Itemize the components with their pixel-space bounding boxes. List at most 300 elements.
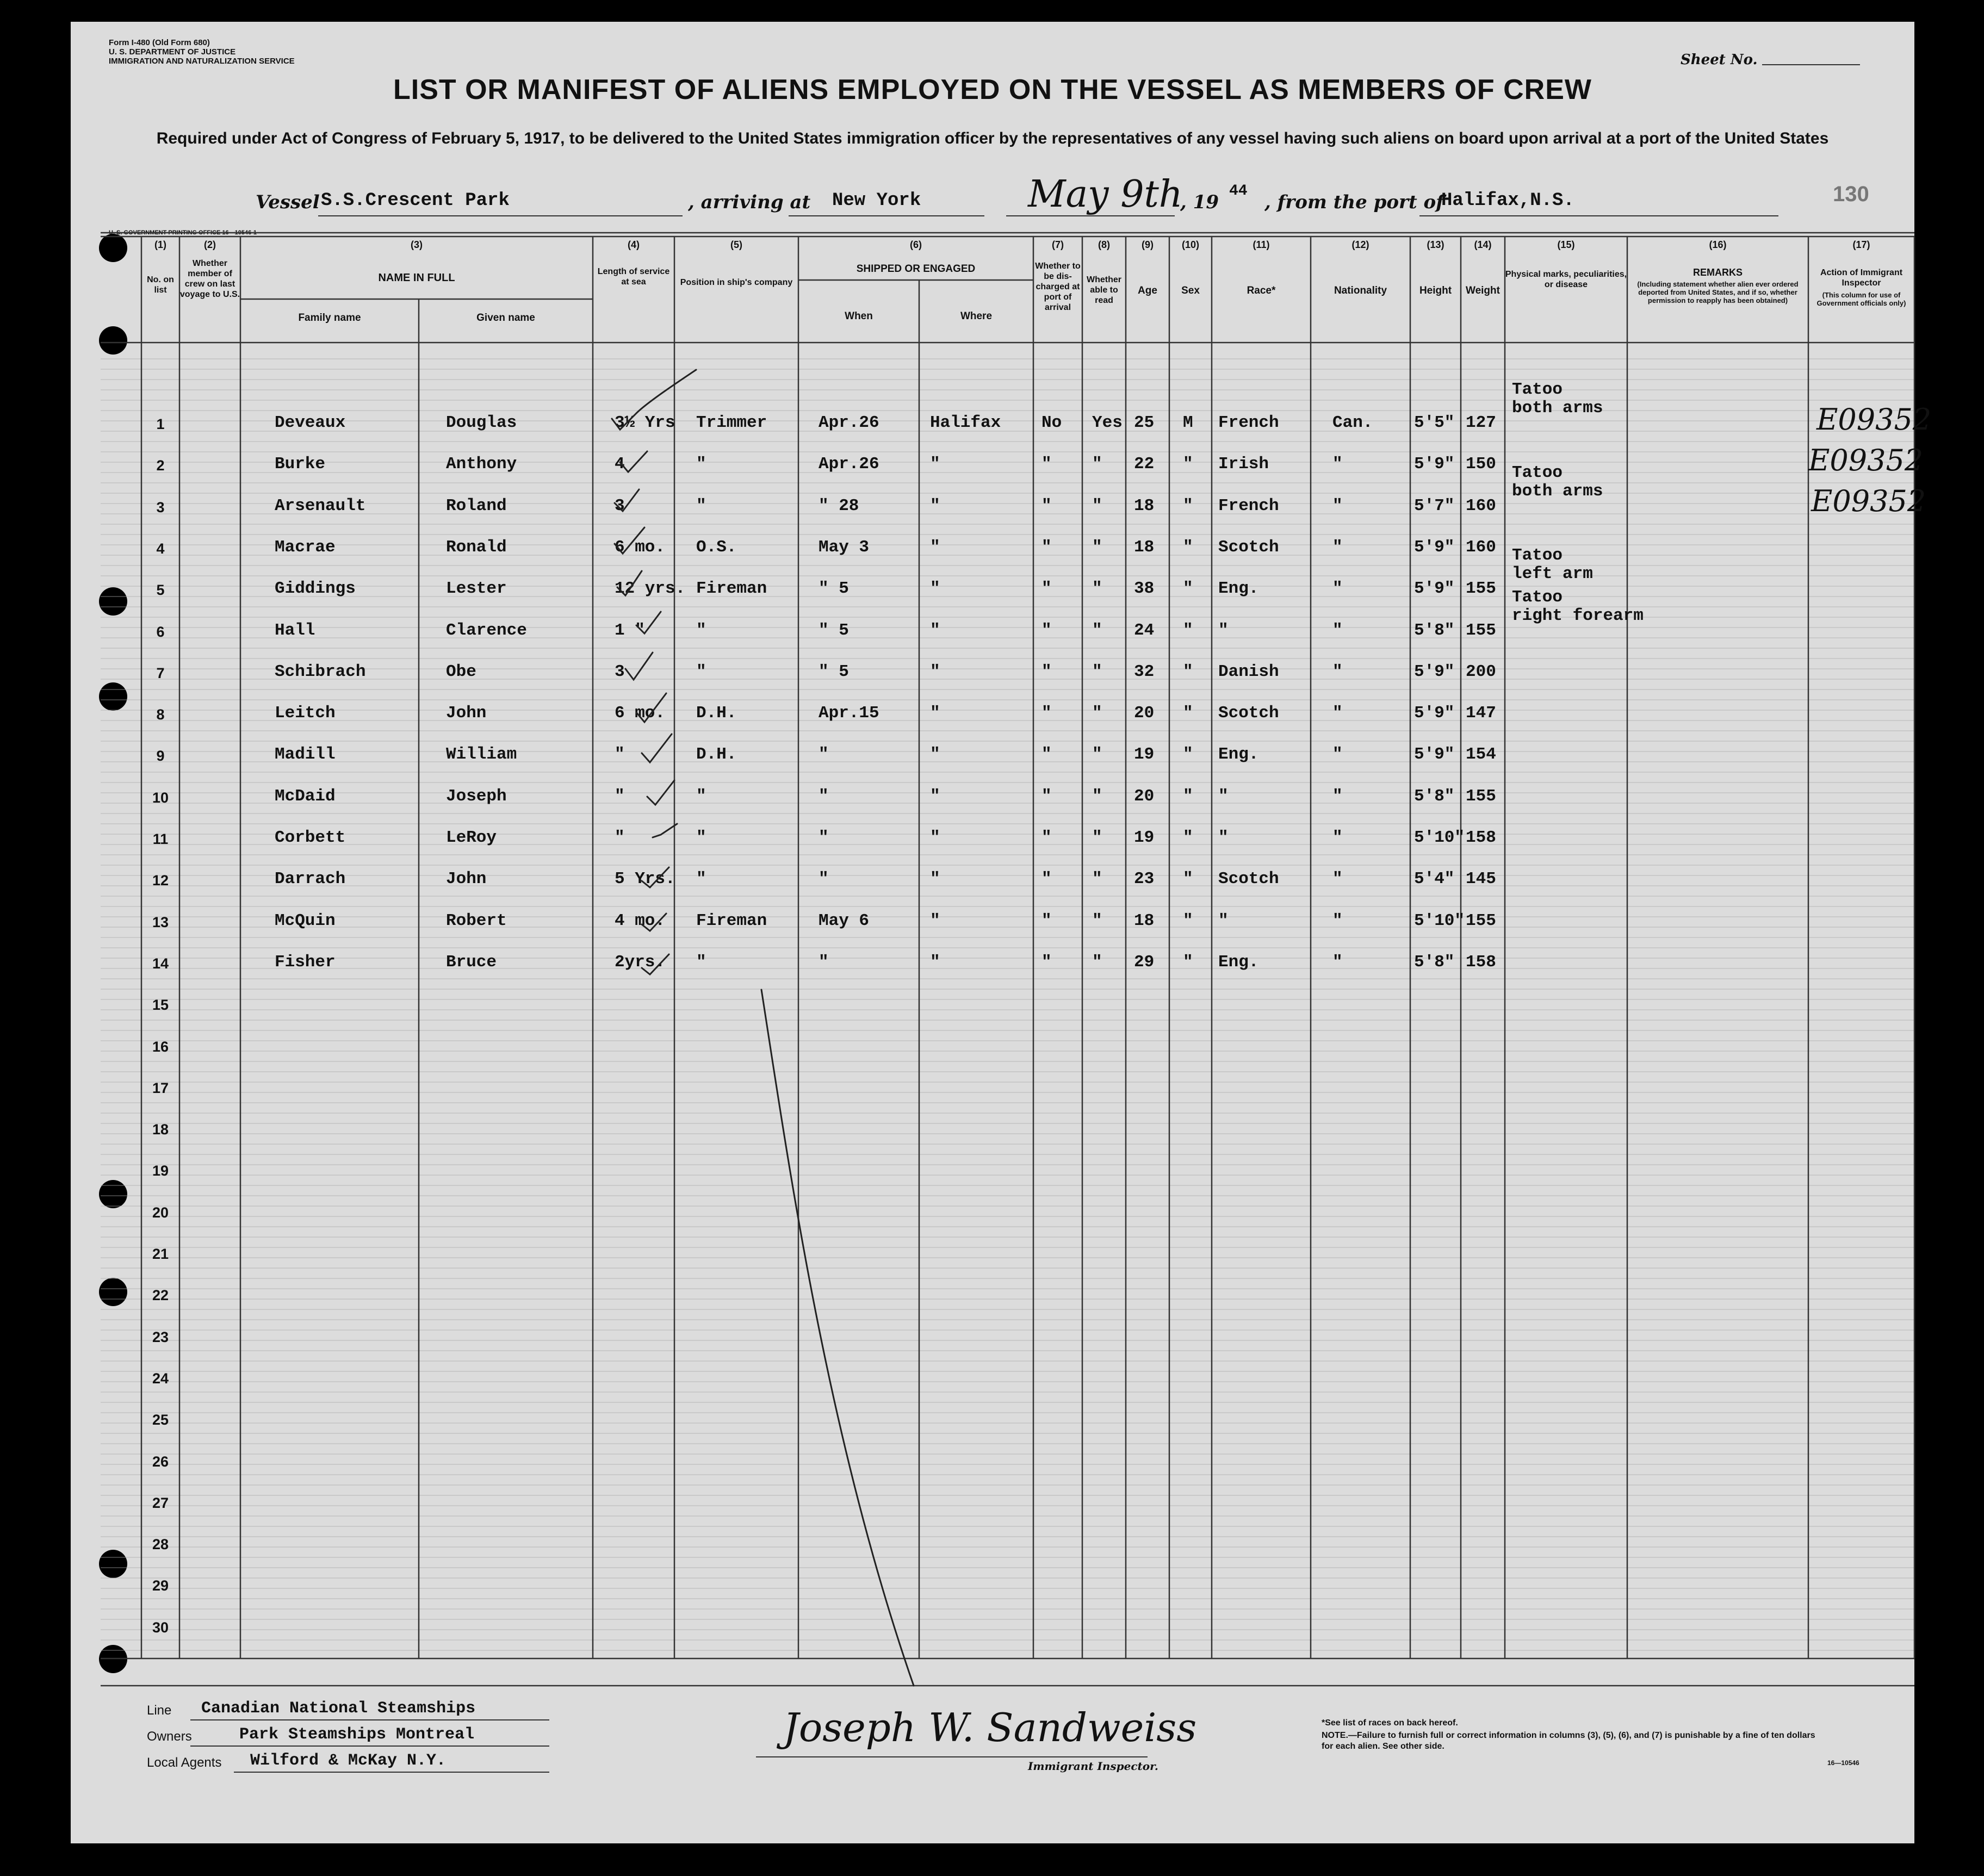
col-num: (9) xyxy=(1142,239,1154,250)
crew-height: 5'9" xyxy=(1414,745,1455,765)
header-length-of-service: Length of service at sea xyxy=(597,267,670,287)
service: IMMIGRATION AND NATURALIZATION SERVICE xyxy=(109,57,295,66)
row-number: 20 xyxy=(152,1204,169,1221)
crew-position: " xyxy=(696,662,706,681)
crew-position: " xyxy=(696,869,706,889)
crew-where: " xyxy=(930,704,940,723)
header-name-in-full: NAME IN FULL xyxy=(378,272,455,284)
crew-height: 5'4" xyxy=(1414,869,1455,889)
crew-position: " xyxy=(696,786,706,806)
header-shipped-engaged: SHIPPED OR ENGAGED xyxy=(856,263,976,275)
row-number: 16 xyxy=(152,1038,169,1055)
owners-label: Owners xyxy=(147,1729,192,1744)
crew-age: 18 xyxy=(1134,496,1155,515)
crew-sex: " xyxy=(1183,911,1193,930)
header-member-last-voyage: Whether member of crew on last voyage to U.S. xyxy=(179,259,240,299)
row-number: 21 xyxy=(152,1246,169,1262)
crew-sex: " xyxy=(1183,579,1193,599)
crew-sex: " xyxy=(1183,496,1193,515)
crew-when: " xyxy=(819,869,829,889)
handwritten-marks xyxy=(71,22,1914,1843)
crew-family: Schibrach xyxy=(275,662,366,681)
col-num: (13) xyxy=(1427,239,1444,250)
crew-weight: 200 xyxy=(1466,662,1496,681)
crew-given: John xyxy=(446,704,487,723)
col-num: (14) xyxy=(1474,239,1492,250)
crew-age: 24 xyxy=(1134,620,1155,640)
crew-family: McDaid xyxy=(275,786,336,806)
crew-where: " xyxy=(930,745,940,765)
crew-height: 5'9" xyxy=(1414,537,1455,557)
crew-family: Burke xyxy=(275,455,326,474)
crew-race: French xyxy=(1218,496,1279,515)
row-number: 14 xyxy=(152,955,169,972)
crew-race: " xyxy=(1218,828,1229,847)
crew-given: Roland xyxy=(446,496,507,515)
header-remarks: REMARKS xyxy=(1692,267,1743,278)
crew-when: Apr.26 xyxy=(819,455,879,474)
page-subtitle: Required under Act of Congress of February 5, 1917, to be delivered to the United States immigration officer by the representatives of any vessel having such aliens on board upon arrival at a port of the United States xyxy=(156,129,1829,147)
crew-sex: " xyxy=(1183,952,1193,972)
header-sex: Sex xyxy=(1181,285,1200,296)
crew-race: Scotch xyxy=(1218,869,1279,889)
crew-when: " xyxy=(819,786,829,806)
col-num: (8) xyxy=(1098,239,1110,250)
vessel-name: S.S.Crescent Park xyxy=(321,190,510,211)
col-num: (11) xyxy=(1253,239,1270,250)
col-num: (3) xyxy=(411,239,423,250)
arriving-at-port: New York xyxy=(832,190,921,211)
crew-height: 5'5" xyxy=(1414,413,1455,432)
line-value: Canadian National Steamships xyxy=(201,1699,476,1718)
crew-height: 5'9" xyxy=(1414,579,1455,599)
crew-given: Robert xyxy=(446,911,507,930)
crew-read: " xyxy=(1092,620,1102,640)
crew-race: Eng. xyxy=(1218,952,1259,972)
from-port: Halifax,N.S. xyxy=(1441,190,1574,211)
crew-where: " xyxy=(930,869,940,889)
header-inspector-note: (This column for use of Government officials only) xyxy=(1816,291,1906,307)
crew-height: 5'9" xyxy=(1414,455,1455,474)
crew-race: Scotch xyxy=(1218,537,1279,557)
col-num: (1) xyxy=(154,239,166,250)
crew-read: " xyxy=(1092,952,1102,972)
crew-discharged: " xyxy=(1041,911,1052,930)
row-number: 24 xyxy=(152,1370,169,1387)
crew-age: 25 xyxy=(1134,413,1155,432)
crew-when: " xyxy=(819,952,829,972)
crew-marks: Tatoo right forearm xyxy=(1512,587,1644,625)
row-number: 2 xyxy=(156,457,165,474)
col-num: (4) xyxy=(628,239,640,250)
crew-family: Deveaux xyxy=(275,413,346,432)
crew-service: 4 mo. xyxy=(615,911,666,930)
crew-sex: " xyxy=(1183,662,1193,681)
crew-where: " xyxy=(930,455,940,474)
crew-given: Douglas xyxy=(446,413,517,432)
header-weight: Weight xyxy=(1466,285,1500,296)
row-number: 26 xyxy=(152,1453,169,1470)
crew-height: 5'10" xyxy=(1414,911,1465,930)
crew-nationality: " xyxy=(1332,455,1343,474)
crew-service: 3 xyxy=(615,496,625,515)
crew-age: 38 xyxy=(1134,579,1155,599)
crew-sex: " xyxy=(1183,455,1193,474)
crew-family: Giddings xyxy=(275,579,356,599)
row-number: 28 xyxy=(152,1536,169,1553)
crew-position: Fireman xyxy=(696,579,767,599)
crew-discharged: " xyxy=(1041,455,1052,474)
crew-age: 18 xyxy=(1134,537,1155,557)
crew-service: 3 xyxy=(615,662,625,681)
crew-discharged: " xyxy=(1041,786,1052,806)
crew-family: Hall xyxy=(275,620,315,640)
crew-weight: 155 xyxy=(1466,620,1496,640)
crew-nationality: " xyxy=(1332,704,1343,723)
crew-marks: Tatoo both arms xyxy=(1512,463,1603,501)
header-family-name: Family name xyxy=(298,312,361,324)
crew-read: " xyxy=(1092,579,1102,599)
crew-service: " xyxy=(615,745,625,765)
crew-family: McQuin xyxy=(275,911,336,930)
col-num: (6) xyxy=(910,239,922,250)
crew-given: Obe xyxy=(446,662,476,681)
crew-given: Anthony xyxy=(446,455,517,474)
form-code: 16—10546 xyxy=(1827,1759,1859,1767)
crew-age: 32 xyxy=(1134,662,1155,681)
header-no-on-list: No. on list xyxy=(147,275,174,295)
col-num: (7) xyxy=(1052,239,1064,250)
crew-family: Macrae xyxy=(275,537,336,557)
crew-sex: " xyxy=(1183,620,1193,640)
row-number: 11 xyxy=(152,831,169,847)
crew-race: Eng. xyxy=(1218,579,1259,599)
col-num: (10) xyxy=(1181,239,1199,250)
crew-service: 4 xyxy=(615,455,625,474)
header-discharged: Whether to be dis-charged at port of arrival xyxy=(1035,262,1081,312)
inspector-signature: Joseph W. Sandweiss xyxy=(783,1705,1197,1750)
header-when: When xyxy=(845,310,873,322)
crew-nationality: Can. xyxy=(1332,413,1373,432)
header-able-to-read: Whether able to read xyxy=(1087,275,1121,305)
crew-read: " xyxy=(1092,911,1102,930)
crew-when: May 6 xyxy=(819,911,870,930)
col-num: (2) xyxy=(204,239,216,250)
row-number: 19 xyxy=(152,1163,169,1179)
crew-read: Yes xyxy=(1092,413,1123,432)
crew-race: Scotch xyxy=(1218,704,1279,723)
crew-service: 6 mo. xyxy=(615,704,666,723)
crew-position: " xyxy=(696,620,706,640)
crew-age: 22 xyxy=(1134,455,1155,474)
crew-when: " xyxy=(819,745,829,765)
crew-given: William xyxy=(446,745,517,765)
crew-given: Ronald xyxy=(446,537,507,557)
row-number: 9 xyxy=(156,748,165,765)
races-note: *See list of races on back hereof. xyxy=(1322,1718,1458,1728)
crew-service: 1 " xyxy=(615,620,645,640)
crew-sex: " xyxy=(1183,786,1193,806)
crew-sex: " xyxy=(1183,869,1193,889)
header-given-name: Given name xyxy=(476,312,535,324)
crew-weight: 145 xyxy=(1466,869,1496,889)
crew-nationality: " xyxy=(1332,496,1343,515)
crew-nationality: " xyxy=(1332,620,1343,640)
signature-caption: Immigrant Inspector. xyxy=(1028,1760,1158,1773)
crew-weight: 127 xyxy=(1466,413,1496,432)
crew-age: 19 xyxy=(1134,745,1155,765)
crew-height: 5'10" xyxy=(1414,828,1465,847)
crew-given: Clarence xyxy=(446,620,527,640)
crew-when: May 3 xyxy=(819,537,870,557)
crew-position: " xyxy=(696,496,706,515)
header-physical-marks: Physical marks, peculiarities, or disease xyxy=(1505,270,1627,289)
crew-service: 5 Yrs. xyxy=(615,869,675,889)
header-position: Position in ship's company xyxy=(680,278,793,287)
crew-race: " xyxy=(1218,911,1229,930)
crew-nationality: " xyxy=(1332,662,1343,681)
crew-marks: Tatoo both arms xyxy=(1512,380,1603,418)
col-num: (16) xyxy=(1709,239,1727,250)
crew-marks: Tatoo left arm xyxy=(1512,546,1593,584)
header-where: Where xyxy=(960,310,993,322)
crew-nationality: " xyxy=(1332,828,1343,847)
crew-where: " xyxy=(930,911,940,930)
agents-value: Wilford & McKay N.Y. xyxy=(250,1751,447,1770)
crew-age: 20 xyxy=(1134,704,1155,723)
inspector-code: E09352 xyxy=(1816,402,1932,437)
crew-read: " xyxy=(1092,496,1102,515)
line-label: Line xyxy=(147,1703,172,1718)
crew-weight: 150 xyxy=(1466,455,1496,474)
header-nationality: Nationality xyxy=(1334,285,1387,296)
crew-sex: " xyxy=(1183,537,1193,557)
crew-race: French xyxy=(1218,413,1279,432)
crew-discharged: " xyxy=(1041,537,1052,557)
crew-race: " xyxy=(1218,620,1229,640)
crew-nationality: " xyxy=(1332,745,1343,765)
form-number: Form I-480 (Old Form 680) xyxy=(109,38,210,47)
header-remarks-note: (Including statement whether alien ever ordered deported from United States, and if so, whether permission to reapply has been obtained) xyxy=(1637,280,1799,305)
row-number: 7 xyxy=(156,664,165,681)
crew-given: Bruce xyxy=(446,952,497,972)
row-number: 29 xyxy=(152,1577,169,1594)
crew-service: " xyxy=(615,828,625,847)
header-age: Age xyxy=(1138,285,1157,296)
crew-given: Lester xyxy=(446,579,507,599)
row-number: 25 xyxy=(152,1412,169,1428)
crew-position: " xyxy=(696,952,706,972)
crew-discharged: " xyxy=(1041,704,1052,723)
inspector-code: E09352 xyxy=(1811,484,1926,518)
header-height: Height xyxy=(1419,285,1452,296)
crew-age: 19 xyxy=(1134,828,1155,847)
crew-read: " xyxy=(1092,828,1102,847)
agents-label: Local Agents xyxy=(147,1755,222,1770)
crew-position: " xyxy=(696,828,706,847)
crew-weight: 158 xyxy=(1466,828,1496,847)
row-number: 22 xyxy=(152,1287,169,1304)
crew-height: 5'8" xyxy=(1414,786,1455,806)
row-number: 23 xyxy=(152,1328,169,1345)
row-number: 6 xyxy=(156,623,165,640)
crew-service: 2yrs. xyxy=(615,952,666,972)
printing-office-note: U. S. GOVERNMENT PRINTING OFFICE 16—10546-1 xyxy=(109,229,257,236)
crew-family: Fisher xyxy=(275,952,336,972)
crew-sex: M xyxy=(1183,413,1193,432)
crew-sex: " xyxy=(1183,704,1193,723)
col-num: (15) xyxy=(1557,239,1575,250)
crew-age: 29 xyxy=(1134,952,1155,972)
inspector-code: E09352 xyxy=(1808,443,1924,477)
crew-family: Darrach xyxy=(275,869,346,889)
crew-position: O.S. xyxy=(696,537,737,557)
from-port-label: , from the port of xyxy=(1264,191,1444,213)
row-number: 3 xyxy=(156,499,165,515)
manifest-sheet xyxy=(71,22,1932,1843)
crew-given: John xyxy=(446,869,487,889)
crew-family: Arsenault xyxy=(275,496,366,515)
crew-nationality: " xyxy=(1332,869,1343,889)
crew-where: " xyxy=(930,620,940,640)
row-number: 10 xyxy=(152,789,169,806)
row-number: 18 xyxy=(152,1121,169,1138)
row-number: 5 xyxy=(156,582,165,599)
crew-nationality: " xyxy=(1332,911,1343,930)
crew-read: " xyxy=(1092,745,1102,765)
row-number: 1 xyxy=(156,416,165,432)
crew-given: Joseph xyxy=(446,786,507,806)
crew-discharged: " xyxy=(1041,869,1052,889)
crew-race: Irish xyxy=(1218,455,1269,474)
crew-service: 12 yrs. xyxy=(615,579,686,599)
crew-where: " xyxy=(930,537,940,557)
crew-height: 5'8" xyxy=(1414,620,1455,640)
page-title: LIST OR MANIFEST OF ALIENS EMPLOYED ON THE VESSEL AS MEMBERS OF CREW xyxy=(393,74,1592,105)
crew-height: 5'7" xyxy=(1414,496,1455,515)
crew-discharged: " xyxy=(1041,496,1052,515)
crew-discharged: " xyxy=(1041,745,1052,765)
crew-when: " 28 xyxy=(819,496,859,515)
crew-read: " xyxy=(1092,455,1102,474)
col-num: (17) xyxy=(1852,239,1870,250)
crew-read: " xyxy=(1092,704,1102,723)
row-number: 8 xyxy=(156,706,165,723)
crew-where: " xyxy=(930,952,940,972)
page-stamp-number: 130 xyxy=(1833,182,1869,206)
crew-height: 5'8" xyxy=(1414,952,1455,972)
crew-discharged: " xyxy=(1041,952,1052,972)
crew-weight: 158 xyxy=(1466,952,1496,972)
crew-when: " xyxy=(819,828,829,847)
crew-sex: " xyxy=(1183,745,1193,765)
crew-when: " 5 xyxy=(819,620,849,640)
crew-when: " 5 xyxy=(819,579,849,599)
year-prefix: , 19 xyxy=(1180,191,1219,213)
crew-position: Trimmer xyxy=(696,413,767,432)
crew-discharged: No xyxy=(1041,413,1062,432)
crew-discharged: " xyxy=(1041,662,1052,681)
header-inspector-action: Action of Immigrant Inspector xyxy=(1820,268,1903,288)
crew-age: 18 xyxy=(1134,911,1155,930)
crew-family: Corbett xyxy=(275,828,346,847)
col-num: (12) xyxy=(1351,239,1369,250)
crew-discharged: " xyxy=(1041,620,1052,640)
crew-where: Halifax xyxy=(930,413,1001,432)
crew-sex: " xyxy=(1183,828,1193,847)
crew-height: 5'9" xyxy=(1414,704,1455,723)
crew-given: LeRoy xyxy=(446,828,497,847)
crew-weight: 155 xyxy=(1466,579,1496,599)
penalty-note: NOTE.—Failure to furnish full or correct information in columns (3), (5), (6), and (7) is punishable by a fine of ten dollars for each alien. See other side. xyxy=(1322,1731,1815,1751)
crew-weight: 155 xyxy=(1466,911,1496,930)
crew-discharged: " xyxy=(1041,828,1052,847)
crew-weight: 154 xyxy=(1466,745,1496,765)
crew-position: Fireman xyxy=(696,911,767,930)
crew-nationality: " xyxy=(1332,952,1343,972)
crew-service: 3½ Yrs xyxy=(615,413,675,432)
crew-position: D.H. xyxy=(696,745,737,765)
crew-read: " xyxy=(1092,662,1102,681)
crew-read: " xyxy=(1092,537,1102,557)
header-race: Race* xyxy=(1247,285,1276,296)
row-number: 12 xyxy=(152,872,169,889)
crew-position: D.H. xyxy=(696,704,737,723)
crew-age: 23 xyxy=(1134,869,1155,889)
crew-read: " xyxy=(1092,869,1102,889)
crew-weight: 155 xyxy=(1466,786,1496,806)
crew-where: " xyxy=(930,828,940,847)
crew-discharged: " xyxy=(1041,579,1052,599)
department: U. S. DEPARTMENT OF JUSTICE xyxy=(109,47,236,57)
crew-when: Apr.15 xyxy=(819,704,879,723)
crew-nationality: " xyxy=(1332,786,1343,806)
owners-value: Park Steamships Montreal xyxy=(239,1725,475,1744)
crew-weight: 147 xyxy=(1466,704,1496,723)
row-number: 15 xyxy=(152,997,169,1014)
crew-race: " xyxy=(1218,786,1229,806)
sheet-no-label: Sheet No. xyxy=(1681,52,1758,68)
arriving-at-label: , arriving at xyxy=(688,191,811,213)
vessel-label: Vessel xyxy=(256,191,320,213)
crew-family: Madill xyxy=(275,745,336,765)
crew-height: 5'9" xyxy=(1414,662,1455,681)
arrival-date: May 9th xyxy=(1028,173,1183,216)
crew-service: " xyxy=(615,786,625,806)
crew-nationality: " xyxy=(1332,579,1343,599)
crew-position: " xyxy=(696,455,706,474)
crew-weight: 160 xyxy=(1466,537,1496,557)
crew-when: Apr.26 xyxy=(819,413,879,432)
crew-when: " 5 xyxy=(819,662,849,681)
crew-weight: 160 xyxy=(1466,496,1496,515)
row-number: 30 xyxy=(152,1619,169,1636)
row-number: 13 xyxy=(152,914,169,930)
year-suffix: 44 xyxy=(1229,183,1248,200)
row-number: 4 xyxy=(156,540,165,557)
crew-where: " xyxy=(930,496,940,515)
crew-race: Eng. xyxy=(1218,745,1259,765)
crew-family: Leitch xyxy=(275,704,336,723)
crew-age: 20 xyxy=(1134,786,1155,806)
row-number: 17 xyxy=(152,1079,169,1096)
crew-where: " xyxy=(930,579,940,599)
crew-nationality: " xyxy=(1332,537,1343,557)
crew-read: " xyxy=(1092,786,1102,806)
crew-where: " xyxy=(930,786,940,806)
crew-race: Danish xyxy=(1218,662,1279,681)
crew-where: " xyxy=(930,662,940,681)
